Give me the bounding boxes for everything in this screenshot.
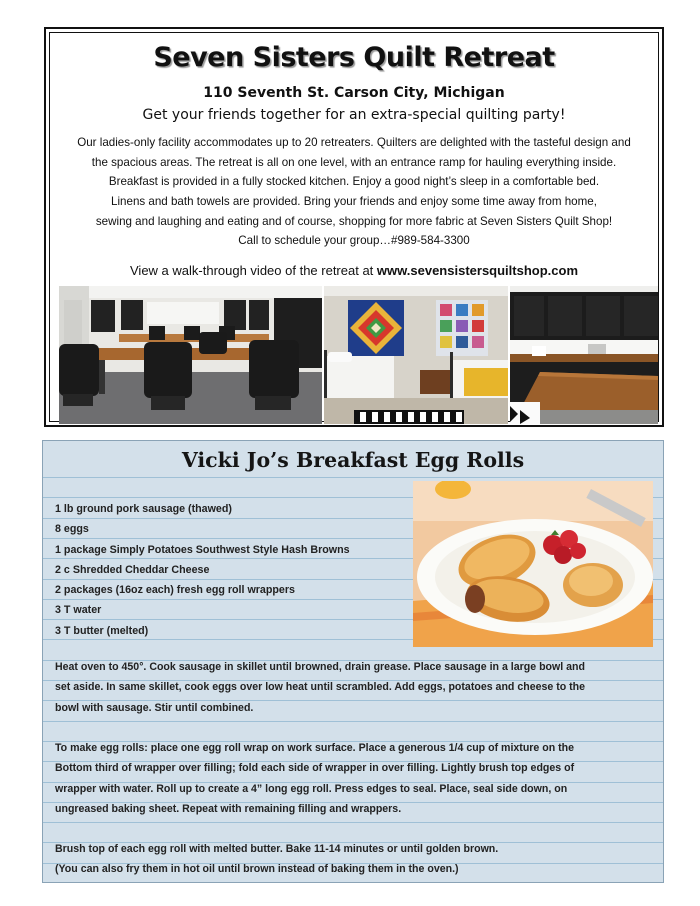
sewing-room-photo	[59, 286, 322, 424]
ingredient-item: 2 c Shredded Cheddar Cheese	[55, 563, 210, 576]
step-2-line: Bottom third of wrapper over filling; fold each side of wrapper in over filling. Lightly brush top edges of	[55, 762, 575, 775]
instructions-step-2	[55, 738, 574, 820]
ad-tagline: Get your friends together for an extra-special quilting party!	[142, 107, 566, 123]
ad-description	[50, 133, 658, 232]
step-3-line: (You can also fry them in hot oil until brown instead of baking them in the oven.)	[55, 863, 459, 876]
ad-video-url[interactable]: www.sevensistersquiltshop.com	[376, 263, 578, 278]
step-2-line: To make egg rolls: place one egg roll wrap on work surface. Place a generous 1/4 cup of mixture on the	[55, 742, 575, 754]
ad-address: 110 Seventh St. Carson City, Michigan	[203, 85, 505, 101]
step-3-line: Brush top of each egg roll with melted butter. Bake 11-14 minutes or until golden brown.	[55, 843, 499, 855]
ad-description-line: Our ladies-only facility accommodates up to 20 retreaters. Quilters are delighted with the tasteful design and	[77, 136, 631, 149]
step-2-line: ungreased baking sheet. Repeat with remaining filling and wrappers.	[55, 803, 402, 816]
ingredient-list	[55, 499, 350, 641]
ad-title: Seven Sisters Quilt Retreat	[153, 42, 555, 73]
ad-description-line: Linens and bath towels are provided. Bring your friends and enjoy some time away from home,	[111, 195, 597, 209]
ad-video-prefix: View a walk-through video of the retreat at	[130, 263, 374, 278]
bedroom-photo	[324, 286, 508, 424]
instructions-step-1	[55, 657, 585, 718]
step-1-line: set aside. In same skillet, cook eggs over low heat until scrambled. Add eggs, potatoes and cheese to the	[55, 681, 586, 694]
ad-video-line	[50, 263, 658, 278]
kitchen-photo	[510, 286, 658, 424]
ingredient-item: 8 eggs	[55, 523, 89, 536]
recipe-title: Vicki Jo’s Breakfast Egg Rolls	[181, 448, 525, 472]
ingredient-item: 1 package Simply Potatoes Southwest Style Hash Browns	[55, 543, 350, 556]
step-1-line: Heat oven to 450°. Cook sausage in skillet until browned, drain grease. Place sausage in a large bowl and	[55, 661, 585, 673]
recipe-card	[42, 440, 664, 883]
ad-call-to-schedule: Call to schedule your group…#989-584-3300	[238, 234, 470, 247]
ingredient-item: 2 packages (16oz each) fresh egg roll wrappers	[55, 584, 295, 597]
retreat-ad	[44, 27, 664, 427]
egg-rolls-photo	[413, 481, 653, 647]
ad-description-line: Breakfast is provided in a fully stocked kitchen. Enjoy a good night’s sleep in a comfortable bed.	[108, 175, 600, 189]
ad-description-line: sewing and laughing and eating and of course, shopping for more fabric at Seven Sisters Quilt Shop!	[95, 214, 613, 228]
ingredient-item: 3 T butter (melted)	[55, 624, 149, 637]
ad-description-line: the spacious areas. The retreat is all on one level, with an entrance ramp for hauling everything inside.	[91, 155, 617, 169]
step-1-line: bowl with sausage. Stir until combined.	[55, 701, 254, 714]
instructions-step-3	[55, 839, 498, 880]
ingredient-item: 3 T water	[55, 604, 102, 617]
ingredient-item: 1 lb ground pork sausage (thawed)	[55, 503, 232, 515]
retreat-ad-inner-border	[49, 32, 659, 422]
step-2-line: wrapper with water. Roll up to create a 4” long egg roll. Press edges to seal. Place, seal side down, on	[55, 782, 568, 795]
